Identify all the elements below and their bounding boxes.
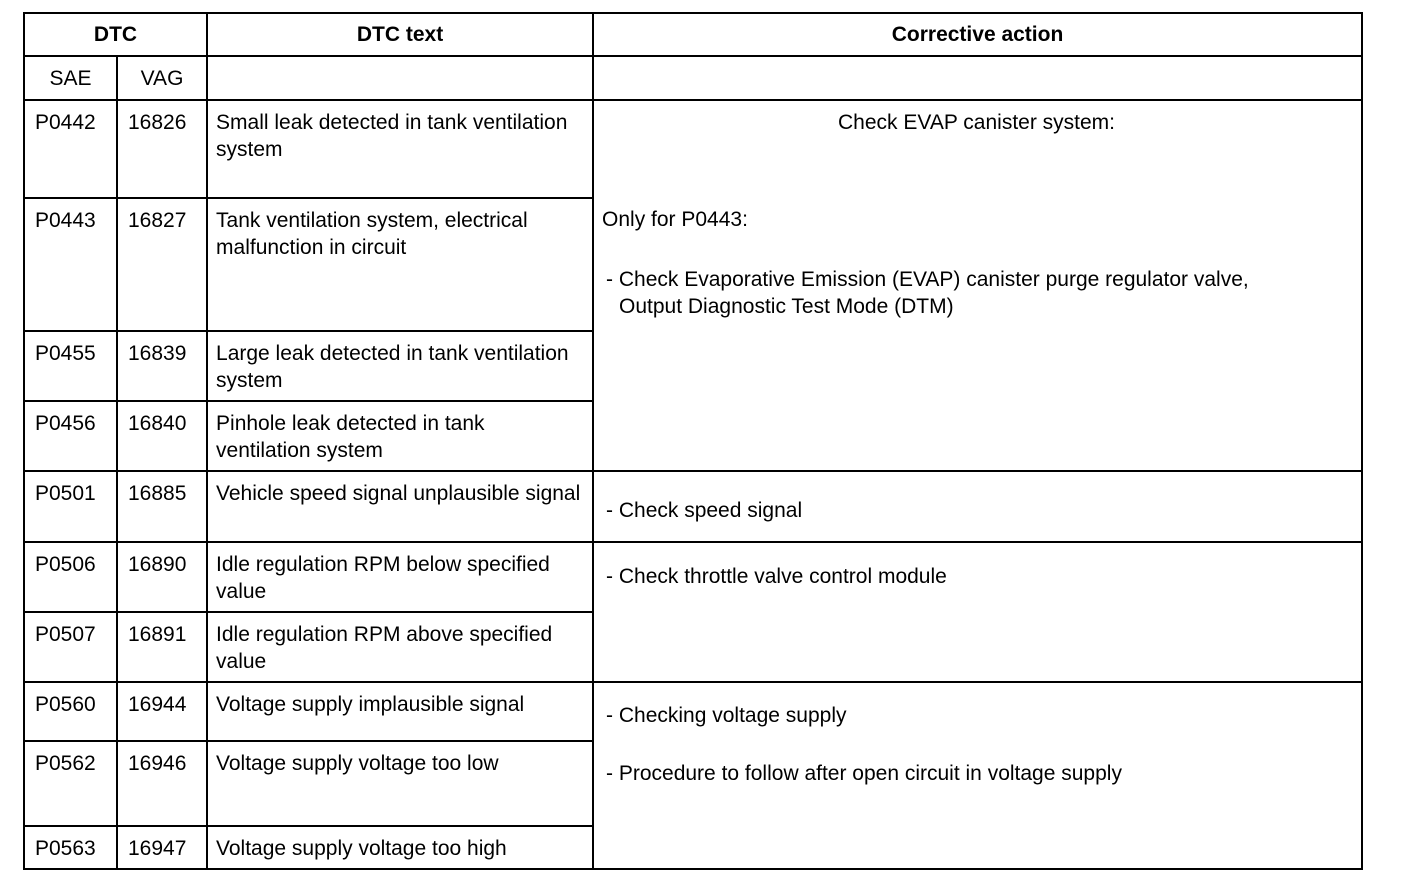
sae-code: P0456 — [24, 401, 117, 471]
vag-code: 16839 — [117, 331, 207, 401]
action-evap — [593, 100, 1362, 471]
header-row — [24, 13, 1362, 56]
action-evap-heading: Check EVAP canister system: — [838, 111, 1116, 134]
dtc-text: Small leak detected in tank ventilation system — [207, 100, 593, 198]
sae-code: P0563 — [24, 826, 117, 869]
sae-code: P0560 — [24, 682, 117, 741]
vag-code: 16840 — [117, 401, 207, 471]
dtc-text: Vehicle speed signal unplausible signal — [207, 471, 593, 542]
dtc-text: Voltage supply voltage too high — [207, 826, 593, 869]
action-evap-only-for: Only for P0443: — [602, 208, 748, 231]
vag-code: 16944 — [117, 682, 207, 741]
sae-code: P0443 — [24, 198, 117, 331]
sae-code: P0562 — [24, 741, 117, 826]
header-corrective-action: Corrective action — [593, 13, 1362, 56]
vag-code: 16890 — [117, 542, 207, 612]
subheader-row — [24, 56, 1362, 100]
action-voltage — [593, 682, 1362, 869]
dtc-text: Tank ventilation system, electrical malfunction in circuit — [207, 198, 593, 331]
dtc-text: Idle regulation RPM below specified value — [207, 542, 593, 612]
header-sae: SAE — [24, 56, 117, 100]
vag-code: 16885 — [117, 471, 207, 542]
vag-code: 16827 — [117, 198, 207, 331]
dtc-text: Large leak detected in tank ventilation system — [207, 331, 593, 401]
action-evap-line2: Output Diagnostic Test Mode (DTM) — [619, 295, 954, 318]
action-voltage-line1: - Checking voltage supply — [606, 704, 847, 727]
dtc-text: Voltage supply voltage too low — [207, 741, 593, 826]
table-row — [24, 471, 1362, 542]
action-voltage-line2: - Procedure to follow after open circuit in voltage supply — [606, 762, 1122, 785]
dtc-text: Idle regulation RPM above specified value — [207, 612, 593, 682]
sae-code: P0501 — [24, 471, 117, 542]
header-empty-action — [593, 56, 1362, 100]
sae-code: P0442 — [24, 100, 117, 198]
header-dtc-text: DTC text — [207, 13, 593, 56]
dtc-table — [23, 12, 1363, 870]
sae-code: P0507 — [24, 612, 117, 682]
header-vag: VAG — [117, 56, 207, 100]
vag-code: 16826 — [117, 100, 207, 198]
vag-code: 16891 — [117, 612, 207, 682]
header-empty-text — [207, 56, 593, 100]
table-row — [24, 100, 1362, 198]
table-row — [24, 542, 1362, 612]
action-speed: - Check speed signal — [593, 471, 1362, 542]
sae-code: P0455 — [24, 331, 117, 401]
vag-code: 16947 — [117, 826, 207, 869]
vag-code: 16946 — [117, 741, 207, 826]
dtc-text: Voltage supply implausible signal — [207, 682, 593, 741]
action-evap-line1: - Check Evaporative Emission (EVAP) canister purge regulator valve, — [606, 268, 1249, 291]
table-row — [24, 682, 1362, 741]
header-dtc: DTC — [24, 13, 207, 56]
dtc-text: Pinhole leak detected in tank ventilation system — [207, 401, 593, 471]
sae-code: P0506 — [24, 542, 117, 612]
action-throttle: - Check throttle valve control module — [593, 542, 1362, 682]
